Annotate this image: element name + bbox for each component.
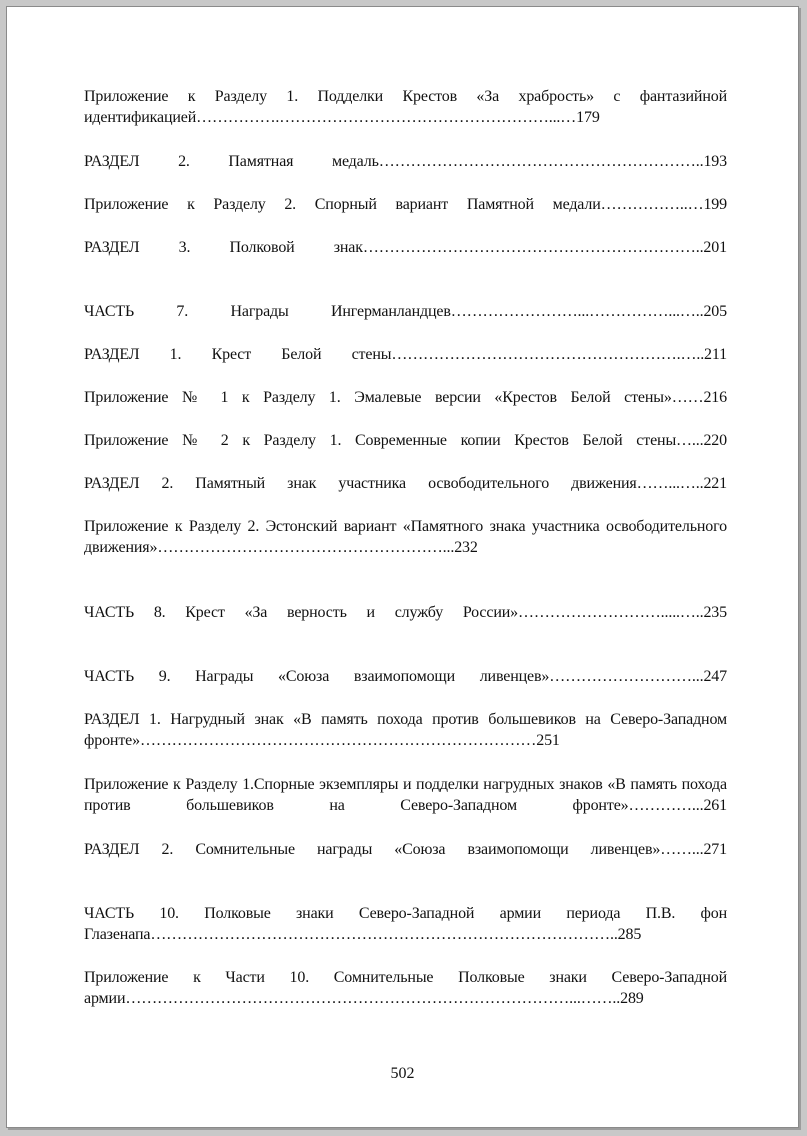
page-number: 502 <box>390 1065 415 1082</box>
toc-entry: РАЗДЕЛ 2. Памятная медаль……………………………………………………..193 <box>84 153 727 170</box>
toc-entry: Приложение к Разделу 1.Спорные экземпляры и подделки нагрудных знаков «В память похода против большевиков на Северо-Западном фронте»…………...261 <box>84 776 727 814</box>
toc-entry: Приложение № 1 к Разделу 1. Эмалевые версии «Крестов Белой стены»……216 <box>84 389 727 406</box>
toc-entry: РАЗДЕЛ 2. Сомнительные награды «Союза взаимопомощи ливенцев»……...271 <box>84 841 727 858</box>
toc-entry: ЧАСТЬ 10. Полковые знаки Северо-Западной армии периода П.В. фон Глазенапа……………………………………………………………………………..285 <box>84 905 727 943</box>
toc-entry: Приложение к Разделу 2. Эстонский вариант «Памятного знака участника освободительного движения»………………………………………………...232 <box>84 518 727 556</box>
toc-entry: РАЗДЕЛ 2. Памятный знак участника освободительного движения……...…..221 <box>84 475 727 492</box>
toc-entry: РАЗДЕЛ 3. Полковой знак………………………………………………………..201 <box>84 239 727 256</box>
toc-entry: Приложение к Разделу 2. Спорный вариант Памятной медали……………..…199 <box>84 196 727 213</box>
toc-entry: Приложение к Разделу 1. Подделки Крестов «За храбрость» с фантазийной идентификацией…………….……………………………………………...…179 <box>84 88 727 126</box>
toc-entry: ЧАСТЬ 8. Крест «За верность и службу России»……………………….....…..235 <box>84 604 727 621</box>
toc-entry: ЧАСТЬ 7. Награды Ингерманландцев……………………...……………...…..205 <box>84 303 727 320</box>
toc-entry: РАЗДЕЛ 1. Нагрудный знак «В память похода против большевиков на Северо-Западном фронте»…………………………………………………………………251 <box>84 711 727 749</box>
toc-entry: Приложение № 2 к Разделу 1. Современные копии Крестов Белой стены…...220 <box>84 432 727 449</box>
document-page <box>6 6 799 1128</box>
toc-entry: РАЗДЕЛ 1. Крест Белой стены……………………………………………….…..211 <box>84 346 727 363</box>
toc-entry: ЧАСТЬ 9. Награды «Союза взаимопомощи ливенцев»………………………...247 <box>84 668 727 685</box>
toc-entry: Приложение к Части 10. Сомнительные Полковые знаки Северо-Западной армии…………………………………………………………………………...……..289 <box>84 969 727 1007</box>
